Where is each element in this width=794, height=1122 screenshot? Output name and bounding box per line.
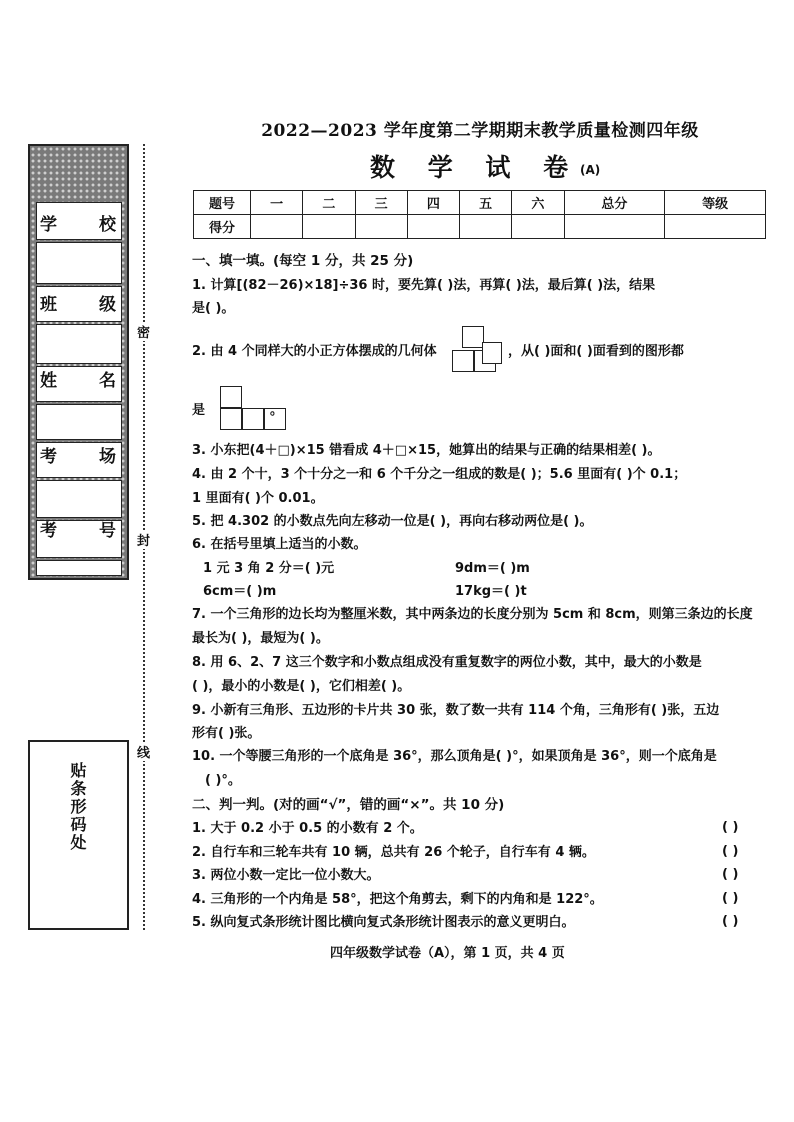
name-field[interactable] (36, 404, 122, 440)
class-label: 班 级 (40, 295, 116, 315)
exam-version: (A) (580, 163, 601, 177)
score-header-cell: 三 (355, 191, 407, 215)
class-field[interactable] (36, 324, 122, 364)
section2-heading: 二、判一判。(对的画“√”，错的画“×”。共 10 分) (192, 797, 505, 813)
q2-line2: 是 (192, 403, 206, 418)
answer-paren-1[interactable]: ( ) (722, 820, 739, 835)
room-field[interactable] (36, 480, 122, 518)
score-cell[interactable] (460, 215, 512, 239)
school-field[interactable] (36, 242, 122, 284)
q10-line1: 10. 一个等腰三角形的一个底角是 36°，那么顶角是( )°，如果顶角是 36°，则一个底角是 (192, 749, 717, 764)
score-cell[interactable] (407, 215, 459, 239)
room-label: 考 场 (40, 447, 116, 467)
q6-item4: 17kg＝( )t (455, 584, 527, 599)
score-row-label: 得分 (194, 215, 251, 239)
score-header-cell: 题号 (194, 191, 251, 215)
exam-title-line: 2022—2023 学年度第二学期期末教学质量检测四年级 (261, 121, 699, 141)
judge-item-3: 3. 两位小数一定比一位小数大。 (192, 868, 380, 883)
q1-line1: 1. 计算[(82－26)×18]÷36 时，要先算( )法，再算( )法，最后算( )法，结果 (192, 278, 656, 293)
score-header-row (194, 191, 766, 215)
exam-number-label: 考 号 (40, 521, 116, 541)
q8-line2: ( )，最小的小数是( )，它们相差( )。 (192, 679, 411, 694)
answer-paren-4[interactable]: ( ) (722, 891, 739, 906)
exam-number-field[interactable] (36, 560, 122, 576)
score-header-cell: 六 (512, 191, 564, 215)
q2-line2-end: 。 (270, 403, 284, 418)
section1-heading: 一、填一填。(每空 1 分，共 25 分) (192, 253, 414, 269)
q2-line1: 2. 由 4 个同样大的小正方体摆成的几何体 (192, 344, 437, 359)
name-label: 姓 名 (40, 371, 116, 391)
score-header-cell: 总分 (564, 191, 665, 215)
q7-line1: 7. 一个三角形的边长均为整厘米数，其中两条边的长度分别为 5cm 和 8cm，则第三条边的长度 (192, 607, 753, 622)
score-header-cell: 二 (303, 191, 355, 215)
q7-line2: 最长为( )，最短为( )。 (192, 631, 329, 646)
answer-paren-3[interactable]: ( ) (722, 867, 739, 882)
score-cell[interactable] (355, 215, 407, 239)
judge-item-2: 2. 自行车和三轮车共有 10 辆，总共有 26 个轮子，自行车有 4 辆。 (192, 845, 595, 860)
q2-line1b: ，从( )面和( )面看到的图形都 (508, 344, 684, 359)
judge-item-4: 4. 三角形的一个内角是 58°，把这个角剪去，剩下的内角和是 122°。 (192, 892, 603, 907)
judge-item-1: 1. 大于 0.2 小于 0.5 的小数有 2 个。 (192, 821, 423, 836)
q1-line2: 是( )。 (192, 301, 235, 316)
score-cell[interactable] (303, 215, 355, 239)
answer-paren-2[interactable]: ( ) (722, 844, 739, 859)
seal-char-mi: 密 (137, 322, 150, 341)
barcode-label: 贴条形码处 (68, 762, 87, 852)
q4-line2: 1 里面有( )个 0.01。 (192, 491, 324, 506)
score-cell[interactable] (512, 215, 564, 239)
score-header-cell: 一 (251, 191, 303, 215)
score-header-cell: 五 (460, 191, 512, 215)
score-row (194, 215, 766, 239)
q10-line2: ( )°。 (205, 773, 241, 788)
school-label: 学 校 (40, 215, 116, 235)
q6-heading: 6. 在括号里填上适当的小数。 (192, 537, 367, 552)
q6-item2: 9dm＝( )m (455, 561, 530, 576)
cube-solid-figure (452, 326, 504, 376)
q5: 5. 把 4.302 的小数点先向左移动一位是( )，再向右移动两位是( )。 (192, 514, 593, 529)
score-header-cell: 四 (407, 191, 459, 215)
answer-paren-5[interactable]: ( ) (722, 914, 739, 929)
score-cell[interactable] (564, 215, 665, 239)
q6-item3: 6cm＝( )m (203, 584, 277, 599)
seal-char-feng: 封 (137, 530, 150, 549)
q4-line1: 4. 由 2 个十，3 个十分之一和 6 个千分之一组成的数是( )；5.6 里面有( )个 0.1； (192, 467, 687, 482)
q3: 3. 小东把(4＋□)×15 错看成 4＋□×15，她算出的结果与正确的结果相差( )。 (192, 443, 661, 458)
score-table (193, 190, 766, 239)
q9-line1: 9. 小新有三角形、五边形的卡片共 30 张，数了数一共有 114 个角，三角形有( )张，五边 (192, 703, 720, 718)
q9-line2: 形有( )张。 (192, 726, 261, 741)
score-cell[interactable] (251, 215, 303, 239)
score-cell[interactable] (665, 215, 766, 239)
score-header-cell: 等级 (665, 191, 766, 215)
exam-main-title: 数 学 试 卷 (370, 153, 581, 182)
q8-line1: 8. 用 6、2、7 这三个数字和小数点组成没有重复数字的两位小数，其中，最大的小数是 (192, 655, 702, 670)
barcode-area (28, 740, 129, 930)
page-footer: 四年级数学试卷（A），第 1 页，共 4 页 (330, 946, 565, 961)
seal-char-xian: 线 (137, 742, 150, 761)
q6-item1: 1 元 3 角 2 分＝( )元 (203, 561, 335, 576)
judge-item-5: 5. 纵向复式条形统计图比横向复式条形统计图表示的意义更明白。 (192, 915, 575, 930)
